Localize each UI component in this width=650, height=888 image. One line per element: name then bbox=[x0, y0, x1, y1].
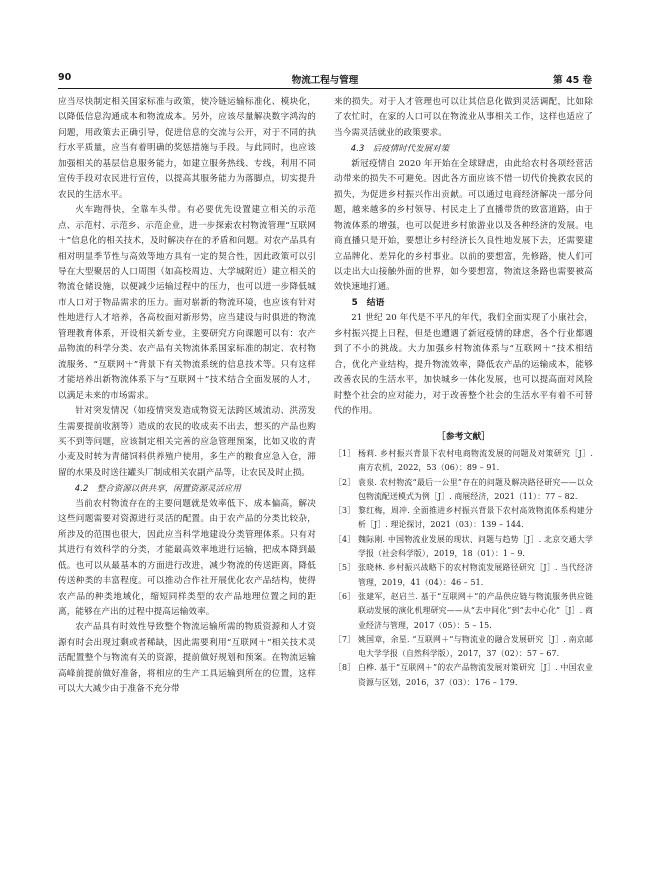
reference-list bbox=[334, 447, 593, 690]
left-column bbox=[58, 95, 316, 698]
reference-text: 杨莉. 乡村振兴背景下农村电商物流发展的问题及对策研究［J］. 南方农机，2022，53（06）：89 – 91. bbox=[358, 448, 593, 473]
paragraph: 应当尽快制定相关国家标准与政策，使冷链运输标准化、模块化，以降低信息沟通成本和物流成本。另外，应该尽量解决数字鸿沟的问题，用政策去正确引导，促进信息的交流与公开，对于不同的执行水平质量，应当有着明确的奖惩措施与手段。与此同时，也应该加强相关的基层信息服务能力，如建立服务热线、专线，利用不同宣传手段对农民进行宣传，以提高其服务能力为落脚点，切实提升农民的生活水平。 bbox=[58, 97, 316, 200]
page-header bbox=[58, 72, 592, 86]
reference-number: ［3］ bbox=[334, 506, 356, 516]
references-heading: ［参考文献］ bbox=[436, 431, 491, 442]
reference-text: 张建军，赵启兰. 基于“互联网＋”的产品供应链与物流服务供应链联动发展的演化机理研究——从“去中间化”到“去中心化”［J］. 商业经济与管理，2017（05）：5 – 15. bbox=[358, 591, 593, 630]
page-number: 90 bbox=[58, 72, 72, 83]
paragraph: 来的损失。对于人才管理也可以让其信息化做到灵活调配，比如除了农忙时，在家的人口可以在物流业从事相关工作，这样也适应了当今需灵活就业的政策要求。 bbox=[334, 97, 593, 138]
right-column bbox=[334, 95, 593, 690]
paragraph: 当前农村物流存在的主要问题就是效率低下、成本偏高，解决这些问题需要对资源进行灵活的配置。由于农产品的分类比较杂，所涉及的范围也很大，因此应当科学地建设分类管理体系。只有对其进行有效科学的分类，才能最高效率地进行运输，把成本降到最低。也可以从最基本的方面进行改进，减少物流的传送距离，降低传送种类的丰富程度。可以推动合作社开展优化农产品结构，使得农产品的种类地域化，缩短同样类型的农产品地理位置之间的距离，能够在产出的过程中提高运输效率。 bbox=[58, 498, 316, 617]
reference-item bbox=[334, 561, 593, 590]
section-heading-conclusion: 5 结语 bbox=[351, 297, 385, 308]
reference-number: ［2］ bbox=[334, 477, 356, 487]
reference-number: ［5］ bbox=[334, 563, 356, 573]
header-rule bbox=[58, 88, 592, 89]
paragraph: 针对突发情况（如疫情突发造成物资无法跨区域流动、洪涝发生需要提前收割等）造成的农民的收成卖不出去，想买的产品也购买不到等问题，应该制定相关完善的应急管理预案，比如又收的青小麦及时转为青储饲料供养殖户使用，多生产的粮食应急入仓，滞留的水果及时送往罐头厂制成相关农副产品等，让农民及时止损。 bbox=[58, 406, 316, 478]
paragraph: 火车跑得快，全靠车头带。有必要优先设置建立相关的示范点、示范村、示范乡、示范企业，进一步探索农村物流管理“互联网＋”信息化的相关技术，及时解决存在的矛盾和问题。对农产品具有相对明显季节性与高效等地方具有一定的契合性，因此政策可以引导在大型聚居的人口周围（如高校周边、大学城附近）建立相关的物流仓储设施，以便减少运输过程中的压力，也可以进一步降低城市人口对于物品需求的压力。面对崭新的物流环境，也应该有针对性地进行人才培养，各高校面对新形势，应当建设与时俱进的物流管理教育体系，开设相关新专业，主要研究方向课题可以有：农产品物流的科学分类、农产品有关物流体系国家标准的制定、农村物流服务、“互联网＋”背景下有关物流系统的信息技术等。只有这样才能培养出新物流体系下与“互联网＋”技术结合全面发展的人才，以满足未来的市场需求。 bbox=[58, 205, 316, 401]
reference-item bbox=[334, 476, 593, 505]
reference-item bbox=[334, 533, 593, 562]
reference-number: ［6］ bbox=[334, 591, 356, 601]
journal-title: 物流工程与管理 bbox=[291, 75, 359, 86]
reference-text: 张晓林. 乡村振兴战略下的农村物流发展路径研究［J］. 当代经济管理，2019，41（04）：46 – 51. bbox=[358, 563, 593, 587]
reference-item bbox=[334, 504, 593, 533]
reference-text: 白桦. 基于“互联网＋”的农产品物流发展对策研究［J］. 中国农业资源与区划，2016，37（03）：176 – 179. bbox=[358, 663, 593, 687]
reference-number: ［7］ bbox=[334, 634, 356, 644]
reference-item bbox=[334, 661, 593, 690]
paragraph: 农产品具有时效性导致整个物流运输所需的物质资源和人才资源有时会出现过剩或者稀缺，因此需要利用“互联网＋”相关技术灵活配置整个与物流有关的资源，提前做好规划和预案。在物流运输高峰前提前做好准备，将相应的生产工具运输到所在的位置，这样可以大大减少由于准备不充分带 bbox=[58, 622, 316, 695]
reference-text: 黎红梅，周冲. 全面推进乡村振兴背景下农村高效物流体系构建分析［J］. 理论探讨，2021（03）：139 – 144. bbox=[358, 506, 593, 530]
subsection-heading-4-2: 4.2 整合资源以供共享，闲置资源灵活应用 bbox=[74, 483, 241, 494]
reference-number: ［1］ bbox=[334, 448, 356, 458]
subsection-heading-4-3: 4.3 后疫情时代发展对策 bbox=[350, 143, 450, 154]
reference-text: 魏际刚. 中国物流业发展的现状、问题与趋势［J］. 北京交通大学学报（社会科学版），2019，18（01）：1 – 9. bbox=[358, 534, 593, 559]
reference-item bbox=[334, 633, 593, 662]
reference-item bbox=[334, 590, 593, 633]
volume-label: 第 45 卷 bbox=[553, 75, 592, 86]
reference-number: ［8］ bbox=[334, 663, 356, 673]
reference-text: 袁泉. 农村物流“最后一公里”存在的问题及解决路径研究——以众包物流配送模式为例［J］. 商展经济，2021（11）：77 – 82. bbox=[358, 477, 593, 501]
paragraph: 21 世纪 20 年代是不平凡的年代，我们全面实现了小康社会，乡村振兴提上日程，但是也遭遇了新冠疫情的肆虐，各个行业都遇到了不小的挑战。大力加强乡村物流体系与“互联网＋”技术相结合，优化产业结构，提升物流效率，降低农产品的运输成本，能够改善农民的生活水平，加快城乡一体化发展，也可以提高面对风险时整个社会的应对能力，对于改善整个社会的生活水平有着不可替代的作用。 bbox=[334, 313, 593, 417]
reference-item bbox=[334, 447, 593, 476]
reference-number: ［4］ bbox=[334, 534, 356, 544]
paragraph: 新冠疫情自 2020 年开始在全球肆虐，由此给农村各项经营活动带来的损失不可避免。因此各方面应该不惜一切代价挽救农民的损失，为促进乡村振兴作出贡献。可以通过电商经济解决一部分问题，越来越多的乡村领导、村民走上了直播带货的致富道路，由于物流体系的增强，也可以促进乡村旅游业以及各种经济的发展。电商直播只是开始，要想让乡村经济长久良性地发展下去，还需要建立品牌化、差异化的乡村事业。以前的要想富，先修路，使人们可以走出大山接触外面的世界，如今要想富，物流这条路也需要被高效快速地打通。 bbox=[334, 158, 593, 293]
reference-text: 姚国章，余星. “互联网＋”与物流业的融合发展研究［J］. 南京邮电大学学报（自然科学版），2017，37（02）：57 – 67. bbox=[358, 634, 593, 659]
